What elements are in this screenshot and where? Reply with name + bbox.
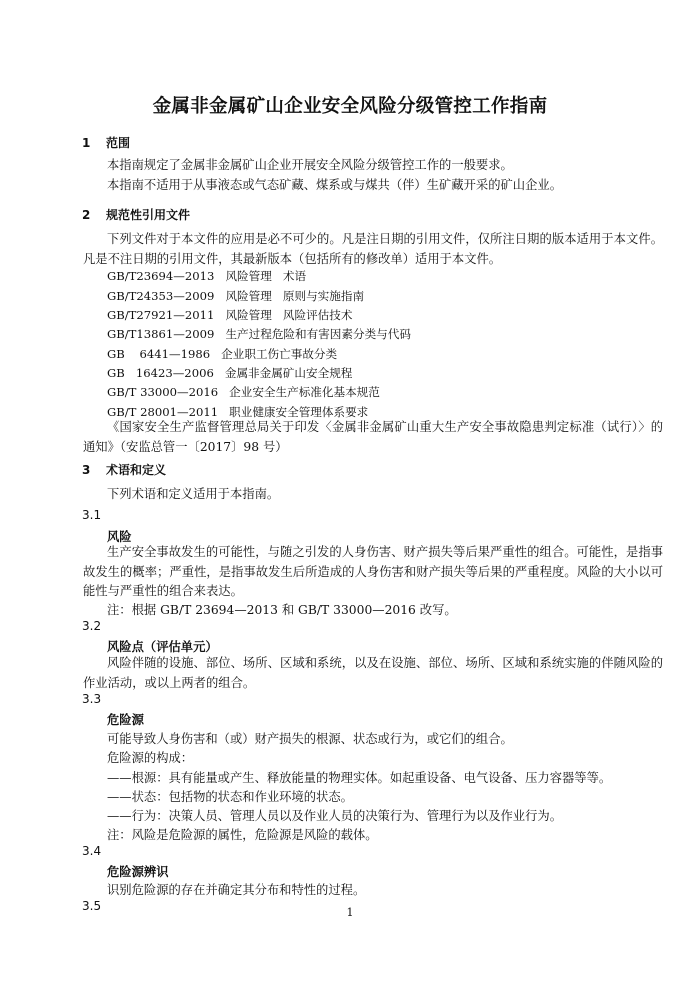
clause-number: 3.4: [82, 844, 102, 858]
section-title: 规范性引用文件: [106, 208, 191, 222]
note: 注：风险是危险源的属性，危险源是风险的载体。: [107, 828, 378, 842]
section-1-heading: [82, 134, 130, 151]
term-title: 危险源辨识: [107, 865, 169, 879]
section-title: 范围: [106, 136, 131, 150]
paragraph: 本指南不适用于从事液态或气态矿藏、煤系或与煤共（伴）生矿藏开采的矿山企业。: [107, 178, 562, 192]
reference-item: GB/T24353—2009 风险管理 原则与实施指南: [107, 289, 365, 303]
reference-item: GB 16423—2006 金属非金属矿山安全规程: [107, 366, 353, 380]
paragraph: 下列术语和定义适用于本指南。: [107, 487, 280, 501]
reference-item: GB/T 28001—2011 职业健康安全管理体系要求: [107, 405, 369, 419]
clause-number: 3.5: [82, 899, 102, 913]
section-number: 3: [82, 463, 91, 477]
reference-item: GB/T27921—2011 风险管理 风险评估技术: [107, 308, 353, 322]
section-2-heading: [82, 206, 190, 223]
definition: 识别危险源的存在并确定其分布和特性的过程。: [107, 883, 366, 897]
note: 注：根据 GB/T 23694—2013 和 GB/T 33000—2016 改写。: [107, 603, 457, 617]
list-item: ——状态：包括物的状态和作业环境的状态。: [107, 790, 353, 804]
list-item: ——行为：决策人员、管理人员以及作业人员的决策行为、管理行为以及作业行为。: [107, 809, 562, 823]
paragraph: 下列文件对于本文件的应用是必不可少的。凡是注日期的引用文件，仅所注日期的版本适用于本文件。凡是不注日期的引用文件，其最新版本（包括所有的修改单）适用于本文件。: [83, 232, 663, 266]
document-title: 金属非金属矿山企业安全风险分级管控工作指南: [152, 96, 548, 117]
definition: 可能导致人身伤害和（或）财产损失的根源、状态或行为，或它们的组合。: [107, 732, 513, 746]
clause-number: 3.3: [82, 692, 102, 706]
reference-item: GB/T 33000—2016 企业安全生产标准化基本规范: [107, 385, 380, 399]
clause-number: 3.1: [82, 508, 102, 522]
reference-item: GB 6441—1986 企业职工伤亡事故分类: [107, 347, 338, 361]
definition: 风险伴随的设施、部位、场所、区域和系统，以及在设施、部位、场所、区域和系统实施的伴随风险的作业活动，或以上两者的组合。: [83, 656, 663, 690]
section-title: 术语和定义: [106, 463, 167, 477]
reference-item: GB/T13861—2009 生产过程危险和有害因素分类与代码: [107, 327, 411, 341]
term-title: 风险点（评估单元）: [107, 640, 218, 654]
list-item: ——根源：具有能量或产生、释放能量的物理实体。如起重设备、电气设备、压力容器等等。: [107, 771, 612, 785]
section-number: 1: [82, 136, 91, 150]
section-3-heading: [82, 461, 166, 478]
reference-item: GB/T23694—2013 风险管理 术语: [107, 269, 307, 283]
paragraph: 《国家安全生产监督管理总局关于印发〈金属非金属矿山重大生产安全事故隐患判定标准（试行）〉的通知》（安监总管一〔2017〕98 号）: [83, 420, 663, 454]
definition: 生产安全事故发生的可能性，与随之引发的人身伤害、财产损失等后果严重性的组合。可能性，是指事故发生的概率；严重性，是指事故发生后所造成的人身伤害和财产损失等后果的严重程度。风险的大小以可能性与严重性的组合来表达。: [83, 545, 663, 598]
paragraph: 本指南规定了金属非金属矿山企业开展安全风险分级管控工作的一般要求。: [107, 158, 513, 172]
term-title: 风险: [107, 530, 132, 544]
term-title: 危险源: [107, 713, 144, 727]
section-number: 2: [82, 208, 91, 222]
list-heading: 危险源的构成：: [107, 751, 194, 765]
page-number: 1: [346, 906, 354, 919]
clause-number: 3.2: [82, 619, 102, 633]
